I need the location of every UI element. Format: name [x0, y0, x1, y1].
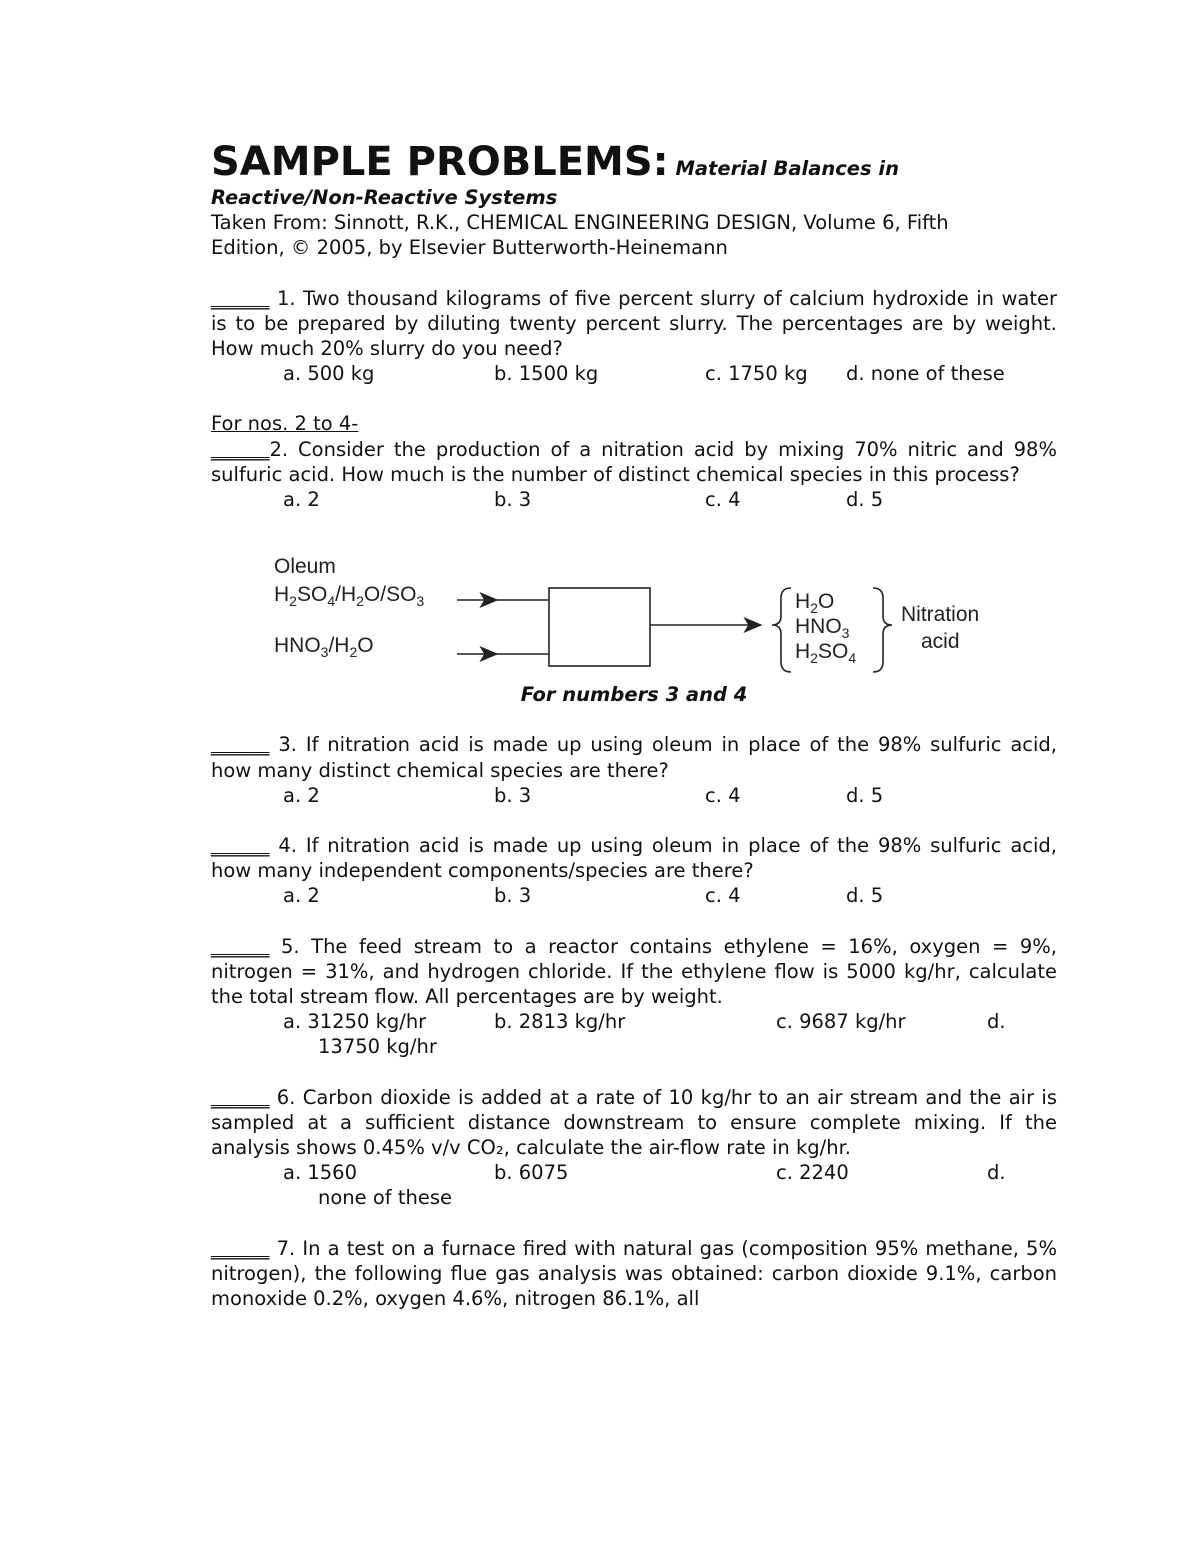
- page-title: SAMPLE PROBLEMS:: [211, 139, 669, 185]
- feed-oleum-formula: $H_2SO_4/H_2O/SO_3$: [274, 583, 425, 610]
- page-subtitle: Material Balances in: [675, 157, 899, 180]
- question-text: 5. The feed stream to a reactor contains ethylene = 16%, oxygen = 9%, nitrogen = 31%, and hydrogen chloride. If the ethylene flow is 5000 kg/hr, calculate the total stream flow. All percentages are by weight.: [211, 934, 1057, 1009]
- page-subtitle-continued: Reactive/Non-Reactive Systems: [211, 186, 558, 209]
- right-brace: [873, 588, 892, 672]
- process-flow-svg: [211, 536, 1057, 676]
- option-a: a. 1560: [283, 1161, 357, 1185]
- answer-blank: ______: [211, 934, 270, 958]
- question-7: [211, 1236, 1057, 1312]
- question-text: 4. If nitration acid is made up using oleum in place of the 98% sulfuric acid, how many independent components/species are there?: [211, 834, 1057, 883]
- option-b: b. 3: [494, 783, 532, 807]
- question-text: 7. In a test on a furnace fired with natural gas (composition 95% methane, 5% nitrogen), the following flue gas analysis was obtained: carbon dioxide 9.1%, carbon monoxide 0.2%, oxygen 4.6%, nitrogen 86.1%, all: [211, 1236, 1057, 1311]
- option-c: c. 4: [705, 783, 741, 807]
- product-nitric: $HNO_3$: [795, 615, 850, 642]
- question-1-options: [211, 361, 1057, 386]
- mixer-box: [549, 588, 650, 666]
- question-5: [211, 934, 1057, 1010]
- question-text: 3. If nitration acid is made up using oleum in place of the 98% sulfuric acid, how many distinct chemical species are there?: [211, 733, 1057, 782]
- feed-nitric-formula: $HNO_3/H_2O$: [274, 634, 374, 661]
- option-b: b. 1500 kg: [494, 362, 599, 386]
- question-6-options: [211, 1160, 1057, 1185]
- option-a: a. 2: [283, 783, 320, 807]
- answer-blank: ______: [211, 286, 270, 310]
- question-text: 6. Carbon dioxide is added at a rate of 10 kg/hr to an air stream and the air is sampled at a sufficient distance downstream to ensure complete mixing. If the analysis shows 0.45% v/v CO₂, calculate the air-flow rate in kg/hr.: [211, 1085, 1057, 1160]
- answer-blank: ______: [211, 834, 270, 858]
- product-sulfuric: $H_2SO_4$: [795, 640, 857, 667]
- question-6: [211, 1085, 1057, 1161]
- option-b: b. 2813 kg/hr: [494, 1010, 626, 1034]
- option-a: a. 31250 kg/hr: [283, 1010, 427, 1034]
- question-2: [211, 437, 1057, 487]
- option-a: a. 2: [283, 488, 320, 512]
- source-citation-line1: Taken From: Sinnott, R.K., CHEMICAL ENGINEERING DESIGN, Volume 6, Fifth: [211, 211, 949, 235]
- option-b: b. 3: [494, 884, 532, 908]
- option-a: a. 500 kg: [283, 362, 375, 386]
- question-1: [211, 286, 1057, 362]
- question-4-options: [211, 883, 1057, 908]
- product-water: $H_2O$: [795, 590, 835, 617]
- nitration-label: Nitration: [901, 603, 980, 627]
- option-d: d. none of these: [846, 362, 1005, 386]
- answer-blank: ______: [211, 1085, 270, 1109]
- title-line: [211, 140, 1057, 191]
- source-citation-line2: Edition, © 2005, by Elsevier Butterworth-Heinemann: [211, 236, 728, 260]
- question-3-options: [211, 783, 1057, 808]
- option-c: c. 4: [705, 884, 741, 908]
- option-c: c. 9687 kg/hr: [776, 1010, 906, 1034]
- question-2-options: [211, 487, 1057, 512]
- option-b: b. 3: [494, 488, 532, 512]
- option-a: a. 2: [283, 884, 320, 908]
- question-text: 2. Consider the production of a nitration acid by mixing 70% nitric and 98% sulfuric acid. How much is the number of distinct chemical species in this process?: [211, 437, 1057, 486]
- left-brace: [772, 588, 791, 672]
- question-4: [211, 833, 1057, 883]
- acid-label: acid: [921, 630, 960, 654]
- question-5-options: [211, 1009, 1057, 1034]
- oleum-label: Oleum: [274, 555, 336, 579]
- option-a-continued: 13750 kg/hr: [318, 1035, 437, 1059]
- option-d: d.: [987, 1161, 1006, 1185]
- process-diagram: [211, 536, 1057, 676]
- option-c: c. 2240: [776, 1161, 849, 1185]
- option-d: d. 5: [846, 488, 884, 512]
- diagram-caption: For numbers 3 and 4: [520, 683, 748, 707]
- group-label: For nos. 2 to 4-: [211, 412, 359, 436]
- answer-blank: ______: [211, 733, 270, 757]
- option-d-continued: none of these: [318, 1186, 452, 1210]
- option-b: b. 6075: [494, 1161, 569, 1185]
- answer-blank: ______: [211, 437, 270, 461]
- question-3: [211, 732, 1057, 782]
- option-d: d. 5: [846, 783, 884, 807]
- answer-blank: ______: [211, 1236, 270, 1260]
- option-d: d.: [987, 1010, 1006, 1034]
- page-content: [211, 140, 1057, 1311]
- option-c: c. 4: [705, 488, 741, 512]
- option-d: d. 5: [846, 884, 884, 908]
- option-c: c. 1750 kg: [705, 362, 808, 386]
- question-text: 1. Two thousand kilograms of five percent slurry of calcium hydroxide in water is to be prepared by diluting twenty percent slurry. The percentages are by weight. How much 20% slurry do you need?: [211, 286, 1057, 361]
